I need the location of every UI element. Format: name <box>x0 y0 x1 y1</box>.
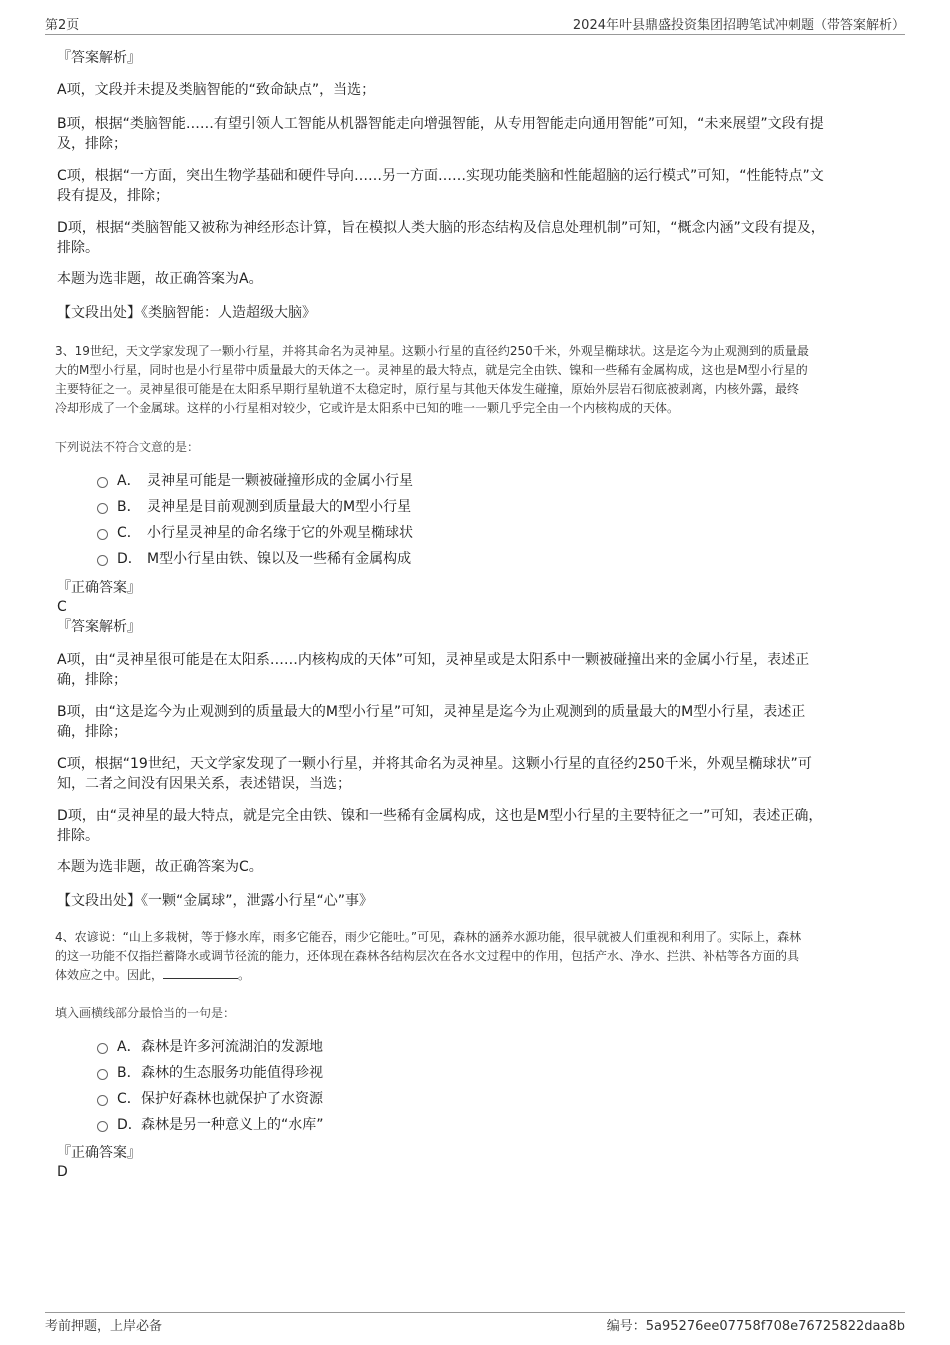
q3-analysis-a: A项，由“灵神星很可能是在太阳系……内核构成的天体”可知，灵神星或是太阳系中一颗被碰撞出来的金属小行星，表述正 确，排除； <box>57 652 810 688</box>
q3-option-c[interactable]: C． 小行星灵神星的命名缘于它的外观呈椭球状 <box>97 523 413 543</box>
q4-option-a[interactable]: A．森林是许多河流湖泊的发源地 <box>97 1037 323 1057</box>
page-footer <box>45 1312 905 1334</box>
q4-question-text: 4、农谚说：“山上多栽树，等于修水库，雨多它能吞，雨少它能吐。”可见，森林的涵养水源功能，很早就被人们重视和利用了。实际上，森林 的这一功能不仅指拦蓄降水或调节径流的能力，还体现在森林各结构层次在各水文过程中的作用，包括产水、净水、拦洪、补枯等各方面的具 体效应之中。因此， 。 <box>55 930 802 982</box>
q3-answer-label: 『正确答案』 <box>57 580 141 596</box>
radio-icon[interactable] <box>97 477 108 488</box>
radio-icon[interactable] <box>97 1121 108 1132</box>
radio-icon[interactable] <box>97 1043 108 1054</box>
q3-conclusion: 本题为选非题，故正确答案为C。 <box>57 859 263 875</box>
q3-answer: C <box>57 599 67 615</box>
q3-option-a[interactable]: A． 灵神星可能是一颗被碰撞形成的金属小行星 <box>97 471 413 491</box>
q4-option-b[interactable]: B．森林的生态服务功能值得珍视 <box>97 1063 323 1083</box>
q3-analysis-label: 『答案解析』 <box>57 619 141 635</box>
document-title: 2024年叶县鼎盛投资集团招聘笔试冲刺题（带答案解析） <box>572 18 905 33</box>
fill-blank <box>163 966 238 979</box>
q3-option-b[interactable]: B． 灵神星是目前观测到质量最大的M型小行星 <box>97 497 411 517</box>
q3-analysis-c: C项，根据“19世纪，天文学家发现了一颗小行星，并将其命名为灵神星。这颗小行星的直径约250千米，外观呈椭球状”可 知，二者之间没有因果关系，表述错误，当选； <box>57 756 812 792</box>
radio-icon[interactable] <box>97 529 108 540</box>
radio-icon[interactable] <box>97 555 108 566</box>
radio-icon[interactable] <box>97 1095 108 1106</box>
q3-prompt: 下列说法不符合文意的是： <box>55 440 200 454</box>
q2-analysis-b: B项，根据“类脑智能……有望引领人工智能从机器智能走向增强智能，从专用智能走向通用智能”可知，“未来展望”文段有提 及，排除； <box>57 116 824 152</box>
q2-analysis-d: D项，根据“类脑智能又被称为神经形态计算，旨在模拟人类大脑的形态结构及信息处理机制”可知，“概念内涵”文段有提及， 排除。 <box>57 220 825 256</box>
q3-source: 【文段出处】《一颗“金属球”，泄露小行星“心”事》 <box>57 893 374 909</box>
q4-option-d[interactable]: D．森林是另一种意义上的“水库” <box>97 1115 324 1135</box>
q3-question-text: 3、19世纪，天文学家发现了一颗小行星，并将其命名为灵神星。这颗小行星的直径约250千米，外观呈椭球状。这是迄今为止观测到的质量最 大的M型小行星，同时也是小行星带中质量最大的天体之一。灵神星的最大特点，就是完全由铁、镍和一些稀有金属构成，这也是M型小行星的 主要特征之一。灵神星很可能是在太阳系早期行星轨道不太稳定时，原行星与其他天体发生碰撞，原始外层岩石彻底被剥离，内核外露，最终 冷却形成了一个金属球。这样的小行星相对较少，它或许是太阳系中已知的唯一一颗几乎完全由一个内核构成的天体。 <box>55 344 809 415</box>
q2-source: 【文段出处】《类脑智能：人造超级大脑》 <box>57 305 316 321</box>
q4-answer: D <box>57 1164 68 1180</box>
radio-icon[interactable] <box>97 1069 108 1080</box>
q2-analysis-c: C项，根据“一方面，突出生物学基础和硬件导向……另一方面……实现功能类脑和性能超脑的运行模式”可知，“性能特点”文 段有提及，排除； <box>57 168 824 204</box>
q2-conclusion: 本题为选非题，故正确答案为A。 <box>57 271 263 287</box>
q4-option-c[interactable]: C．保护好森林也就保护了水资源 <box>97 1089 323 1109</box>
q4-answer-label: 『正确答案』 <box>57 1145 141 1161</box>
q2-analysis-a: A项，文段并未提及类脑智能的“致命缺点”，当选； <box>57 82 376 98</box>
footer-slogan: 考前押题，上岸必备 <box>45 1319 163 1334</box>
radio-icon[interactable] <box>97 503 108 514</box>
q2-analysis-label: 『答案解析』 <box>57 50 141 66</box>
document-id: 编号：5a95276ee07758f708e76725822daa8b <box>606 1319 905 1334</box>
q3-option-d[interactable]: D． M型小行星由铁、镍以及一些稀有金属构成 <box>97 549 411 569</box>
page-header <box>45 14 905 35</box>
q3-analysis-d: D项，由“灵神星的最大特点，就是完全由铁、镍和一些稀有金属构成，这也是M型小行星的主要特征之一”可知，表述正确， 排除。 <box>57 808 823 844</box>
page-number: 第2页 <box>45 18 80 33</box>
q3-analysis-b: B项，由“这是迄今为止观测到的质量最大的M型小行星”可知，灵神星是迄今为止观测到的质量最大的M型小行星，表述正 确，排除； <box>57 704 806 740</box>
q4-prompt: 填入画横线部分最恰当的一句是： <box>55 1006 236 1020</box>
